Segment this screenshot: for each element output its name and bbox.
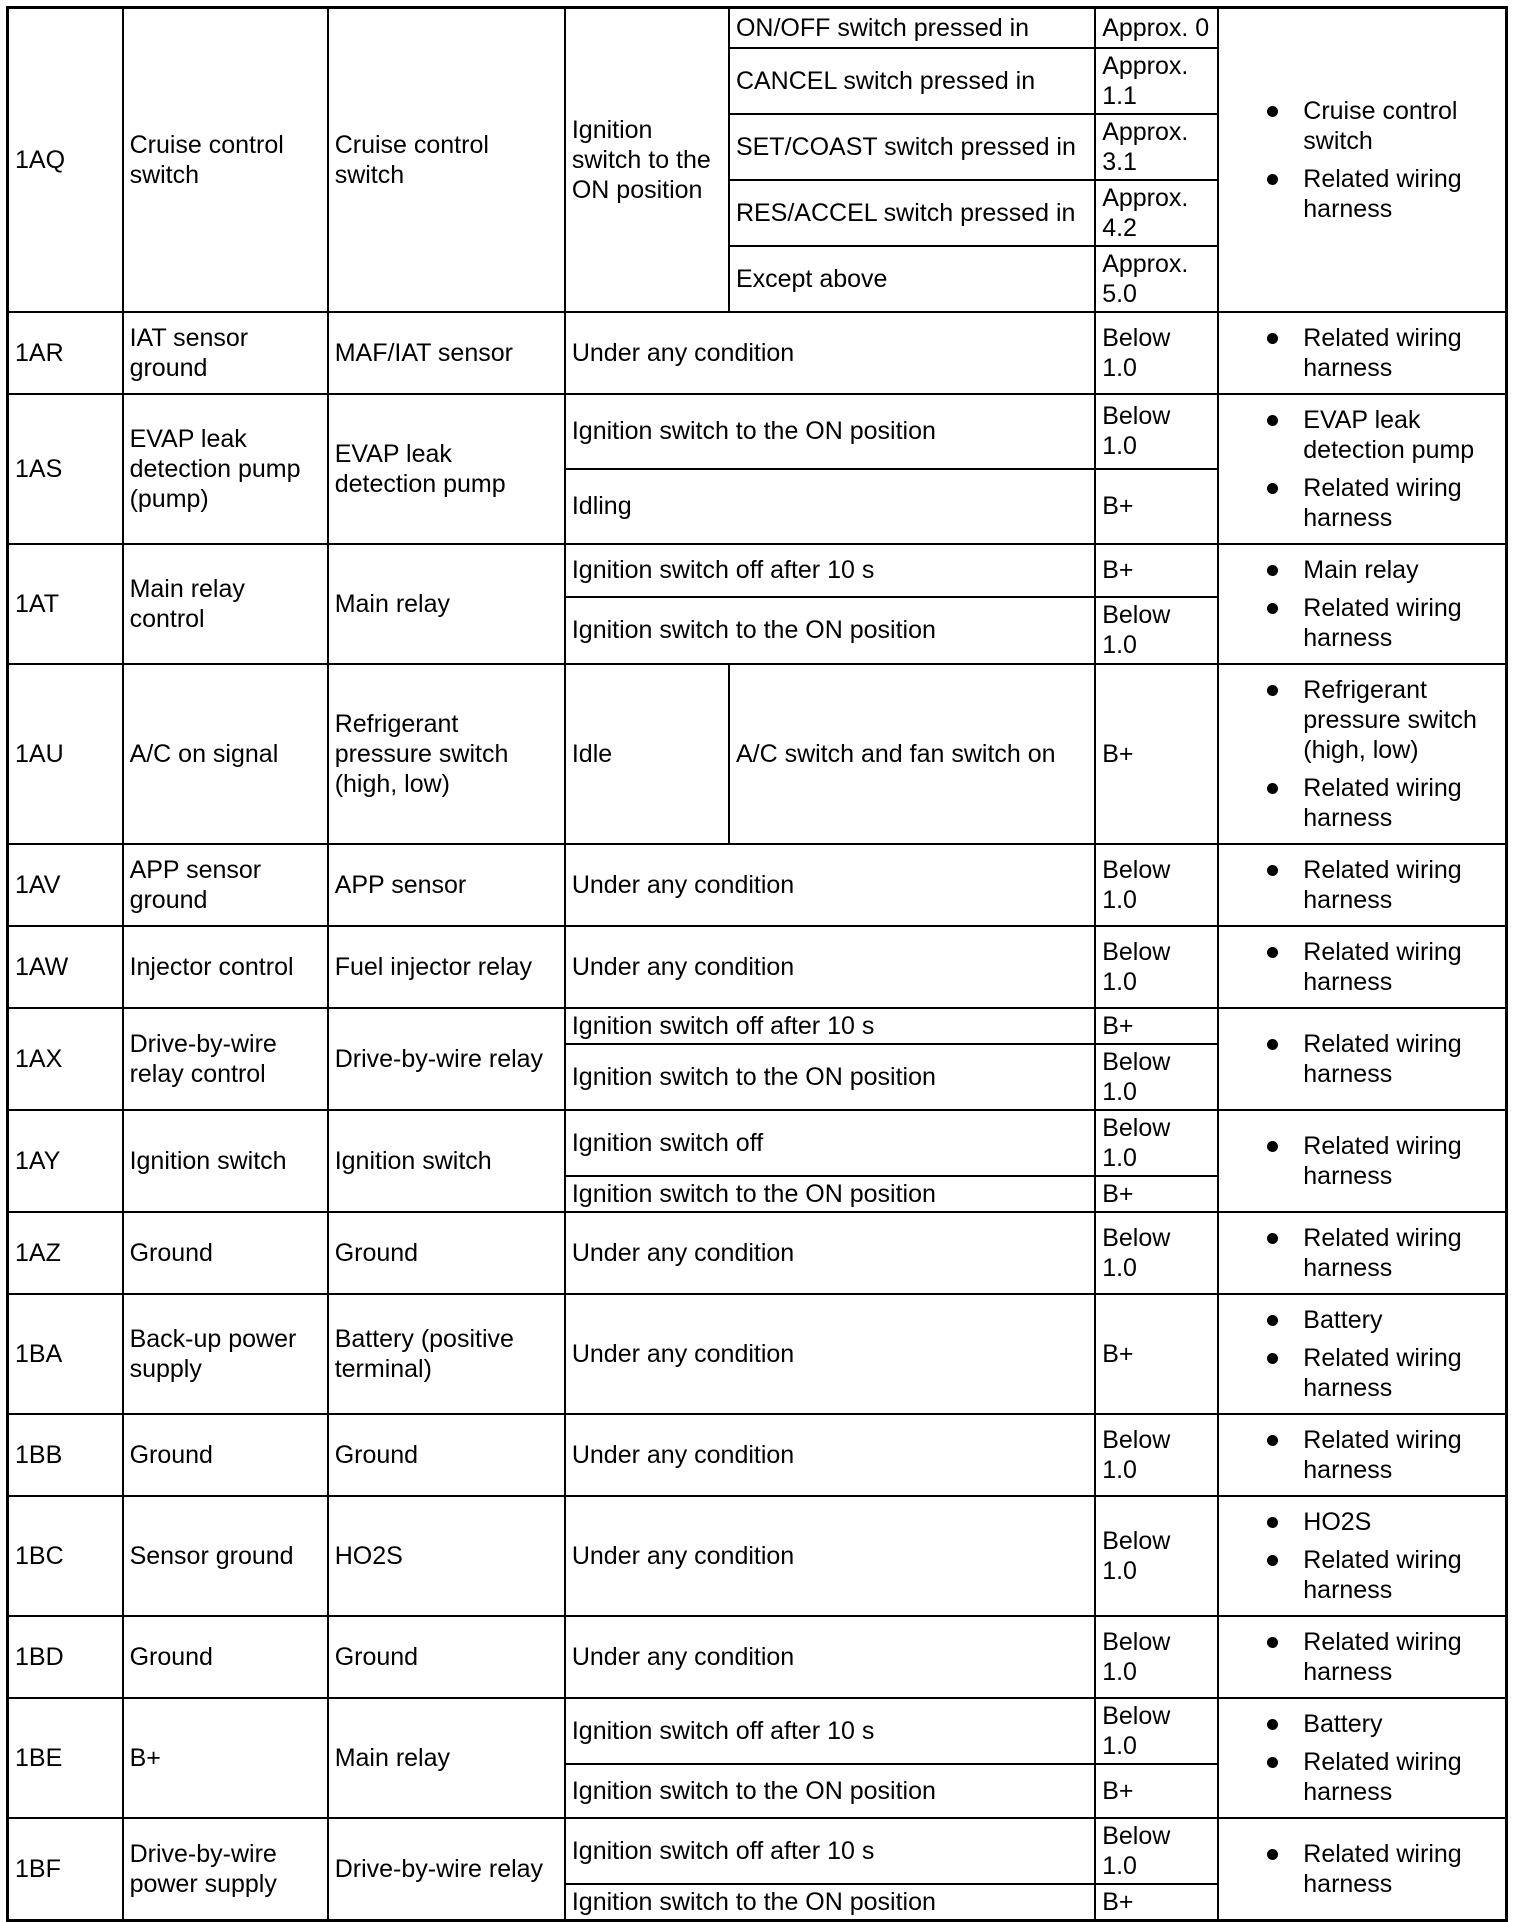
sub-condition-cell: Under any condition (565, 844, 1095, 926)
voltage-cell: Below 1.0 (1095, 1044, 1218, 1110)
terminal-cell: 1AW (8, 926, 123, 1008)
connected-to-cell: Ground (328, 1212, 565, 1294)
terminal-cell: 1AS (8, 394, 123, 544)
possible-cause-list (1225, 937, 1499, 997)
table-body (8, 8, 1507, 1921)
connected-to-cell: Main relay (328, 544, 565, 664)
table-row (8, 844, 1507, 926)
sub-condition-cell: CANCEL switch pressed in (729, 48, 1095, 114)
voltage-cell: Approx. 1.1 (1095, 48, 1218, 114)
sub-condition-cell: Under any condition (565, 1294, 1095, 1414)
table-row (8, 1212, 1507, 1294)
voltage-cell: Below 1.0 (1095, 844, 1218, 926)
possible-cause-cell (1218, 1616, 1506, 1698)
sub-condition-cell: Under any condition (565, 1616, 1095, 1698)
signal-cell: EVAP leak detection pump (pump) (123, 394, 328, 544)
list-item: Related wiring harness (1225, 855, 1499, 915)
voltage-cell: Below 1.0 (1095, 312, 1218, 394)
possible-cause-cell (1218, 8, 1506, 312)
signal-cell: Back-up power supply (123, 1294, 328, 1414)
possible-cause-list (1225, 855, 1499, 915)
list-item: Related wiring harness (1225, 937, 1499, 997)
signal-cell: Ground (123, 1616, 328, 1698)
signal-cell: B+ (123, 1698, 328, 1818)
possible-cause-list (1225, 1305, 1499, 1403)
list-item: HO2S (1225, 1507, 1499, 1537)
possible-cause-cell (1218, 544, 1506, 664)
terminal-cell: 1AT (8, 544, 123, 664)
sub-condition-cell: Ignition switch off (565, 1110, 1095, 1176)
connected-to-cell: Drive-by-wire relay (328, 1008, 565, 1110)
possible-cause-cell (1218, 1212, 1506, 1294)
table-row (8, 926, 1507, 1008)
list-item: EVAP leak detection pump (1225, 405, 1499, 465)
possible-cause-list (1225, 1507, 1499, 1605)
possible-cause-list (1225, 555, 1499, 653)
sub-condition-cell: Ignition switch off after 10 s (565, 544, 1095, 597)
sub-condition-cell: Except above (729, 246, 1095, 312)
list-item: Related wiring harness (1225, 1545, 1499, 1605)
sub-condition-cell: Ignition switch to the ON position (565, 597, 1095, 664)
list-item: Related wiring harness (1225, 164, 1499, 224)
possible-cause-cell (1218, 926, 1506, 1008)
voltage-cell: Below 1.0 (1095, 926, 1218, 1008)
sub-condition-cell: Ignition switch to the ON position (565, 1176, 1095, 1212)
terminal-cell: 1AV (8, 844, 123, 926)
voltage-cell: Below 1.0 (1095, 1212, 1218, 1294)
table-row (8, 1616, 1507, 1698)
list-item: Cruise control switch (1225, 96, 1499, 156)
voltage-cell: Approx. 4.2 (1095, 180, 1218, 246)
connected-to-cell: Ground (328, 1414, 565, 1496)
list-item: Related wiring harness (1225, 473, 1499, 533)
condition-cell: Idle (565, 664, 729, 844)
table-row (8, 664, 1507, 844)
sub-condition-cell: Ignition switch to the ON position (565, 1044, 1095, 1110)
list-item: Related wiring harness (1225, 1627, 1499, 1687)
terminal-cell: 1BC (8, 1496, 123, 1616)
sub-condition-cell: Ignition switch to the ON position (565, 1764, 1095, 1817)
list-item: Related wiring harness (1225, 593, 1499, 653)
list-item: Related wiring harness (1225, 1343, 1499, 1403)
possible-cause-cell (1218, 1818, 1506, 1921)
sub-condition-cell: Idling (565, 469, 1095, 543)
voltage-cell: B+ (1095, 1176, 1218, 1212)
voltage-cell: Below 1.0 (1095, 1698, 1218, 1765)
list-item: Related wiring harness (1225, 1839, 1499, 1899)
possible-cause-list (1225, 1131, 1499, 1191)
possible-cause-list (1225, 96, 1499, 224)
connected-to-cell: EVAP leak detection pump (328, 394, 565, 544)
terminal-cell: 1BE (8, 1698, 123, 1818)
list-item: Related wiring harness (1225, 1747, 1499, 1807)
list-item: Refrigerant pressure switch (high, low) (1225, 675, 1499, 765)
signal-cell: IAT sensor ground (123, 312, 328, 394)
table-row (8, 8, 1507, 48)
possible-cause-list (1225, 675, 1499, 833)
possible-cause-list (1225, 1425, 1499, 1485)
voltage-cell: B+ (1095, 469, 1218, 543)
connected-to-cell: Battery (positive terminal) (328, 1294, 565, 1414)
possible-cause-cell (1218, 312, 1506, 394)
list-item: Related wiring harness (1225, 323, 1499, 383)
possible-cause-cell (1218, 1414, 1506, 1496)
signal-cell: Injector control (123, 926, 328, 1008)
sub-condition-cell: RES/ACCEL switch pressed in (729, 180, 1095, 246)
voltage-cell: B+ (1095, 664, 1218, 844)
possible-cause-cell (1218, 844, 1506, 926)
condition-cell: Ignition switch to the ON position (565, 8, 729, 312)
voltage-cell: Below 1.0 (1095, 597, 1218, 664)
possible-cause-cell (1218, 1110, 1506, 1212)
list-item: Related wiring harness (1225, 773, 1499, 833)
voltage-cell: Below 1.0 (1095, 394, 1218, 470)
possible-cause-cell (1218, 664, 1506, 844)
possible-cause-cell (1218, 1294, 1506, 1414)
signal-cell: Ground (123, 1414, 328, 1496)
voltage-cell: Below 1.0 (1095, 1818, 1218, 1884)
terminal-cell: 1BA (8, 1294, 123, 1414)
possible-cause-cell (1218, 1496, 1506, 1616)
table-row (8, 1110, 1507, 1176)
signal-cell: APP sensor ground (123, 844, 328, 926)
sub-condition-cell: Ignition switch off after 10 s (565, 1008, 1095, 1044)
voltage-cell: Below 1.0 (1095, 1616, 1218, 1698)
voltage-cell: B+ (1095, 1764, 1218, 1817)
voltage-cell: Approx. 3.1 (1095, 114, 1218, 180)
possible-cause-cell (1218, 1008, 1506, 1110)
list-item: Main relay (1225, 555, 1499, 585)
signal-cell: A/C on signal (123, 664, 328, 844)
terminal-cell: 1AQ (8, 8, 123, 312)
terminal-cell: 1BD (8, 1616, 123, 1698)
signal-cell: Drive-by-wire relay control (123, 1008, 328, 1110)
table-row (8, 1294, 1507, 1414)
connected-to-cell: Refrigerant pressure switch (high, low) (328, 664, 565, 844)
list-item: Battery (1225, 1305, 1499, 1335)
signal-cell: Main relay control (123, 544, 328, 664)
terminal-cell: 1BF (8, 1818, 123, 1921)
table-row (8, 1698, 1507, 1765)
voltage-cell: B+ (1095, 544, 1218, 597)
table-row (8, 1008, 1507, 1044)
sub-condition-cell: Ignition switch to the ON position (565, 394, 1095, 470)
possible-cause-list (1225, 323, 1499, 383)
possible-cause-list (1225, 1627, 1499, 1687)
signal-cell: Sensor ground (123, 1496, 328, 1616)
possible-cause-cell (1218, 394, 1506, 544)
possible-cause-list (1225, 1709, 1499, 1807)
possible-cause-list (1225, 1223, 1499, 1283)
sub-condition-cell: SET/COAST switch pressed in (729, 114, 1095, 180)
connected-to-cell: HO2S (328, 1496, 565, 1616)
connected-to-cell: Drive-by-wire relay (328, 1818, 565, 1921)
connected-to-cell: Ground (328, 1616, 565, 1698)
list-item: Related wiring harness (1225, 1425, 1499, 1485)
terminal-cell: 1AR (8, 312, 123, 394)
connected-to-cell: Main relay (328, 1698, 565, 1818)
list-item: Battery (1225, 1709, 1499, 1739)
sub-condition-cell: Under any condition (565, 1212, 1095, 1294)
signal-cell: Ground (123, 1212, 328, 1294)
table-row (8, 1414, 1507, 1496)
sub-condition-cell: ON/OFF switch pressed in (729, 8, 1095, 48)
voltage-cell: Below 1.0 (1095, 1414, 1218, 1496)
sub-condition-cell: Ignition switch off after 10 s (565, 1818, 1095, 1884)
voltage-cell: B+ (1095, 1008, 1218, 1044)
connected-to-cell: MAF/IAT sensor (328, 312, 565, 394)
connected-to-cell: APP sensor (328, 844, 565, 926)
possible-cause-list (1225, 405, 1499, 533)
table-row (8, 1496, 1507, 1616)
terminal-cell: 1AY (8, 1110, 123, 1212)
sub-condition-cell: Under any condition (565, 926, 1095, 1008)
voltage-cell: B+ (1095, 1884, 1218, 1921)
signal-cell: Cruise control switch (123, 8, 328, 312)
voltage-cell: Approx. 5.0 (1095, 246, 1218, 312)
possible-cause-cell (1218, 1698, 1506, 1818)
table-row (8, 312, 1507, 394)
voltage-cell: B+ (1095, 1294, 1218, 1414)
terminal-cell: 1AX (8, 1008, 123, 1110)
terminal-cell: 1AU (8, 664, 123, 844)
table-row (8, 544, 1507, 597)
list-item: Related wiring harness (1225, 1029, 1499, 1089)
possible-cause-list (1225, 1839, 1499, 1899)
signal-cell: Ignition switch (123, 1110, 328, 1212)
list-item: Related wiring harness (1225, 1223, 1499, 1283)
voltage-cell: Approx. 0 (1095, 8, 1218, 48)
list-item: Related wiring harness (1225, 1131, 1499, 1191)
terminal-cell: 1AZ (8, 1212, 123, 1294)
sub-condition-cell: Under any condition (565, 312, 1095, 394)
connected-to-cell: Cruise control switch (328, 8, 565, 312)
terminal-inspection-table (6, 6, 1508, 1922)
table-row (8, 1818, 1507, 1884)
voltage-cell: Below 1.0 (1095, 1496, 1218, 1616)
signal-cell: Drive-by-wire power supply (123, 1818, 328, 1921)
sub-condition-cell: Ignition switch to the ON position (565, 1884, 1095, 1921)
connected-to-cell: Fuel injector relay (328, 926, 565, 1008)
sub-condition-cell: A/C switch and fan switch on (729, 664, 1095, 844)
terminal-cell: 1BB (8, 1414, 123, 1496)
sub-condition-cell: Under any condition (565, 1414, 1095, 1496)
possible-cause-list (1225, 1029, 1499, 1089)
connected-to-cell: Ignition switch (328, 1110, 565, 1212)
sub-condition-cell: Under any condition (565, 1496, 1095, 1616)
voltage-cell: Below 1.0 (1095, 1110, 1218, 1176)
sub-condition-cell: Ignition switch off after 10 s (565, 1698, 1095, 1765)
table-row (8, 394, 1507, 470)
